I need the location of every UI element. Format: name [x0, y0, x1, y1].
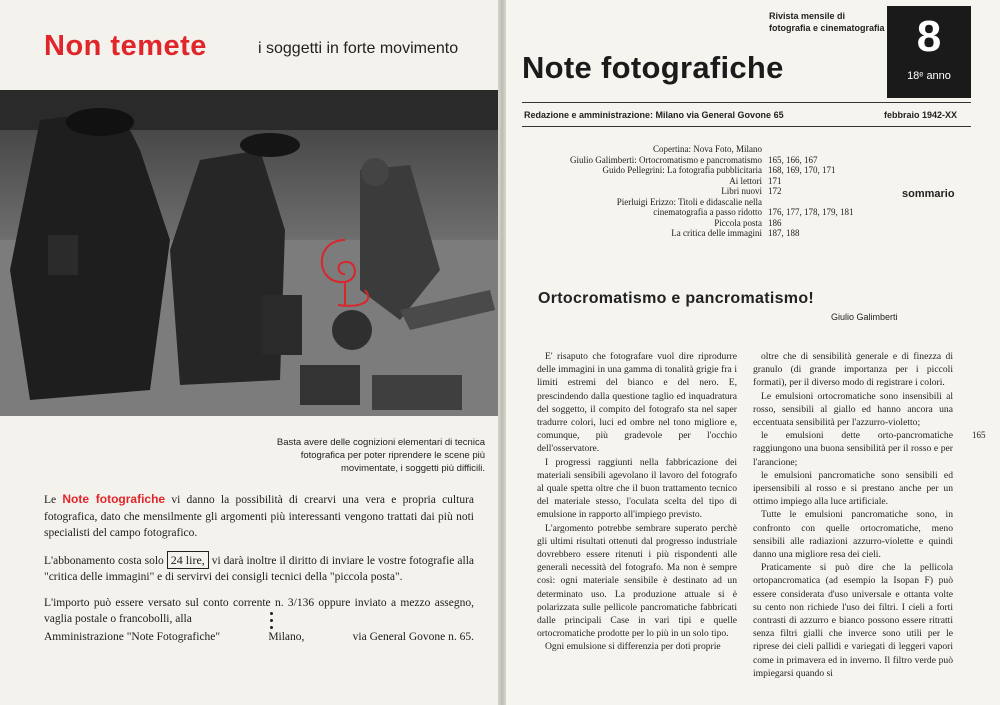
toc-row	[524, 186, 888, 197]
article-column-2	[753, 350, 953, 680]
right-page	[506, 0, 1000, 705]
magazine-title: Note fotografiche	[522, 50, 784, 85]
masthead-note	[769, 10, 885, 34]
address-line	[44, 631, 474, 643]
gutter	[498, 0, 506, 705]
text: vi danno la possibilità di crearvi una vera e propria cultura fotografica, dato che mensilmente gli argomenti più interessanti vengono trattati dai più noti specialisti del campo fotografico.	[44, 494, 474, 539]
article-title: Ortocromatismo e pancromatismo!	[538, 290, 815, 307]
paragraph	[44, 551, 474, 586]
toc-row	[524, 207, 888, 218]
toc-row	[524, 228, 888, 239]
toc-pages: 186	[768, 217, 782, 228]
toc-entry: La critica delle immagini	[671, 228, 762, 238]
headline-subtitle: i soggetti in forte movimento	[258, 40, 459, 57]
paragraph: Praticamente si può dire che la pellicola ortopancromatica (ad esempio la Isopan F) può essere considerata d'uso universale e ottanta volte su cento non richiede l'uso dei filtri. I cieli a forti contrasti di azzurro e bianco possono essere ritratti senza filtri gialli che inverce sono utili per le riprese dei cieli pallidi e variegati di leggeri vapori come in primavera ed in inverno. Il filtro verde può impiegarsi quando si	[753, 562, 953, 679]
paragraph: le emulsioni dette orto-pancromatiche raggiungono una buona sensibilità per il rosso e per l'arancione;	[753, 430, 953, 468]
paragraph: L'importo può essere versato sul conto corrente n. 3/136 oppure inviato a mezzo assegno, vaglia postale o francobolli, alla	[44, 596, 474, 625]
toc-entry: Giulio Galimberti: Ortocromatismo e pancromatismo	[570, 154, 762, 165]
toc-pages	[768, 197, 888, 208]
paragraph: I progressi raggiunti nella fabbricazione dei materiali sensibili agevolano il lavoro del fotografo al quale spetta oltre che il buon trattamento tecnico del materiale stesso, l'oculata scelta del tipo di emulsione in rapporto all'impiego previsto.	[537, 456, 737, 521]
brand-name: Note fotografiche	[62, 492, 166, 506]
summary-label: sommario	[902, 188, 955, 200]
toc-entry: Libri nuovi	[721, 186, 762, 196]
photo-caption: Basta avere delle cognizioni elementari di tecnica fotografica per poter riprendere le scene più movimentate, i soggetti più difficili.	[276, 437, 485, 474]
toc-entry: Guido Pellegrini: La fotografia pubblicitaria	[602, 165, 762, 175]
paragraph: E' risaputo che fotografare vuol dire riprodurre delle immagini in una gamma di tonalità grigie fra i limiti estremi del bianco e del nero. E, prescindendo dalla questione taglio ed inquadratura del soggetto, il compito del fotografo sta nel saper tradurre colori, luci ed ombre nel tono migliore e, comunque, più gradevole per l'occhio dell'osservatore.	[537, 351, 737, 455]
toc-row	[524, 176, 888, 187]
toc-pages: 171	[768, 175, 782, 186]
toc-entry: Copertina: Nova Foto, Milano	[653, 144, 762, 154]
address-street: via General Govone n. 65.	[352, 631, 474, 643]
toc-entry: Ai lettori	[729, 175, 762, 186]
toc-entry: Pierluigi Erizzo: Titoli e didascalie nella	[616, 196, 762, 207]
toc-pages	[768, 144, 888, 155]
separator-dots	[270, 612, 274, 633]
editorial-address: Redazione e amministrazione: Milano via General Govone 65	[524, 110, 784, 120]
toc-row	[524, 155, 888, 166]
masthead-note-line: fotografia e cinematografia	[769, 23, 885, 33]
headline: Non temete	[44, 30, 207, 62]
toc-pages: 168, 169, 170, 171	[768, 165, 836, 175]
paragraph: oltre che di sensibilità generale e di finezza di granulo (di grande importanza per i piccoli formati), per il diverso modo di registrare i colori.	[753, 351, 953, 389]
divider	[522, 126, 971, 127]
table-of-contents	[524, 144, 888, 239]
issue-date: febbraio 1942-XX	[884, 110, 958, 120]
toc-pages: 165, 166, 167	[768, 154, 818, 165]
football-photo	[0, 90, 498, 416]
paragraph	[44, 491, 474, 542]
paragraph: le emulsioni pancromatiche sono sensibili ed ipersensibili al rosso e si prestano anche per un ottimo impiego alla luce artificiale.	[753, 469, 953, 508]
toc-pages: 172	[768, 186, 782, 196]
toc-row	[524, 197, 888, 208]
page-number: 165	[972, 430, 986, 440]
toc-entry: Piccola posta	[714, 217, 762, 228]
toc-row	[524, 144, 888, 155]
price-badge: 24 lire,	[167, 551, 209, 570]
paragraph: L'argomento potrebbe sembrare superato perchè gli ultimi risultati ottenuti dal progresso industriale dovrebbero essere ritenuti i più rispondenti alle generali necessità del fotografo. Ma non è sempre così: ogni materiale sensibile è destinato ad un determinato uso. La produzione attuale si è polarizzata sulle pellicole pancromatiche fabbricati dalle principali Case in vari tipi e quelle ortocromatiche prodotte per lo più in un solo tipo.	[537, 522, 737, 640]
paragraph: Tutte le emulsioni pancromatiche sono, in confronto con quelle ortocromatiche, meno sensibili alle radiazioni azzurro-violette e quindi danno una migliore resa dei cieli.	[753, 509, 953, 561]
text: L'abbonamento costa solo	[44, 554, 167, 567]
divider	[522, 102, 971, 103]
paragraph: Ogni emulsione si differenzia per doti proprie	[545, 641, 721, 653]
toc-pages: 176, 177, 178, 179, 181	[768, 207, 854, 217]
issue-year: 18ᵉ anno	[907, 70, 951, 82]
toc-row	[524, 165, 888, 176]
toc-row	[524, 218, 888, 229]
address-city: Milano,	[268, 631, 305, 643]
toc-pages: 187, 188	[768, 228, 800, 238]
masthead-note-line: Rivista mensile di	[769, 11, 846, 21]
issue-badge	[887, 6, 971, 98]
issue-number: 8	[916, 12, 942, 61]
address-org: Amministrazione "Note Fotografiche"	[44, 631, 221, 643]
paragraph: Le emulsioni ortocromatiche sono insensibili al rosso, sensibili al giallo ed hanno ancora una eccentuata sensibilità per l'azzurro-violetto;	[753, 390, 953, 429]
toc-entry: cinematografia a passo ridotto	[653, 207, 762, 217]
promo-text	[44, 491, 474, 637]
article-author: Giulio Galimberti	[831, 312, 898, 322]
article-column-1	[537, 350, 737, 654]
text: vi darà inoltre il diritto di inviare le vostre fotografie alla "critica delle immagini" e di servirvi dei consigli tecnici della "piccola posta".	[44, 554, 474, 583]
text: Le	[44, 494, 63, 506]
photo-illustration	[0, 90, 498, 416]
